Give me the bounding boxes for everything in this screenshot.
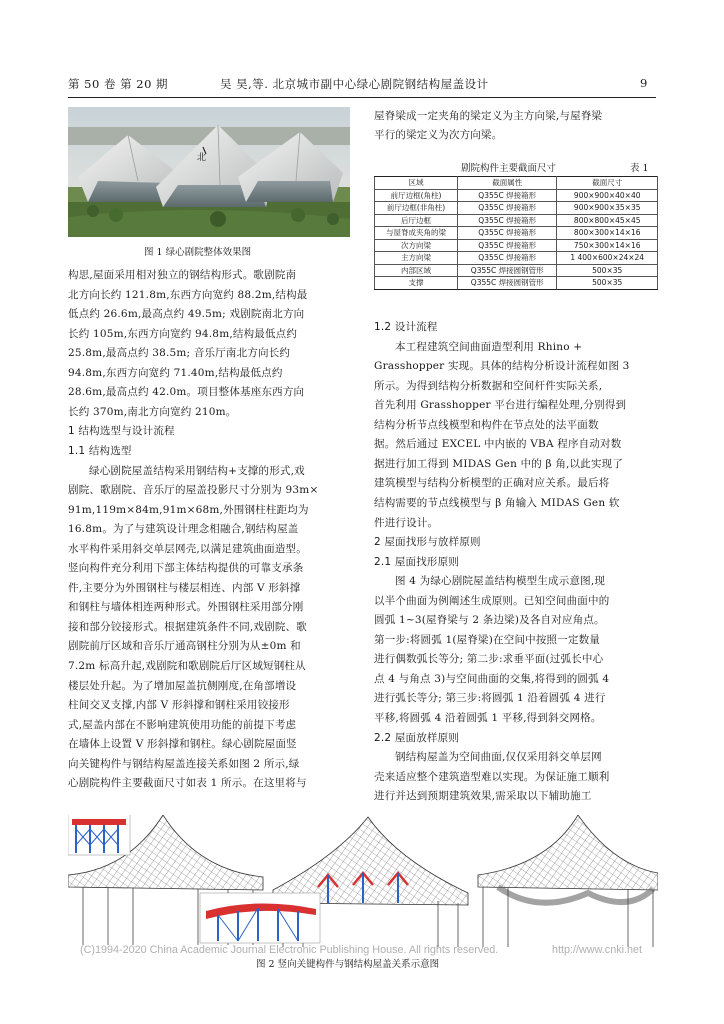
figure1-caption: 图 1 绿心剧院整体效果图 [144, 247, 252, 258]
table-row [375, 277, 658, 290]
table1-title: 剧院构件主要截面尺寸 [461, 163, 557, 174]
paragraph-line: 北方向长约 121.8m,东西方向宽约 88.2m,结构最 [68, 288, 308, 301]
paragraph-line: 进行并达到预期建筑效果,需采取以下辅助施工 [374, 790, 592, 803]
paragraph-line: 91m,119m×84m,91m×68m,外围钢柱柱距均为 [68, 503, 309, 516]
paragraph-line: 壳来适应整个建筑造型难以实现。为保证施工顺利 [374, 770, 610, 783]
paragraph-line: 低点约 26.6m,最高点约 49.5m; 戏剧院南北方向 [68, 308, 305, 321]
table-header: 截面属性 [458, 177, 557, 190]
paragraph-line: 94.8m,东西方向宽约 71.40m,结构最低点约 [68, 366, 283, 379]
paragraph-line: 圆弧 1~3(屋脊梁与 2 条边梁)及各自对应角点。 [374, 614, 605, 627]
paragraph-line: 接和部分铰接形式。根据建筑条件不同,戏剧院、歌 [68, 620, 307, 633]
table-cell: 750×300×14×16 [557, 239, 658, 252]
section-heading: 1 结构选型与设计流程 [68, 425, 175, 438]
table-row [375, 252, 658, 265]
table-cell: 次方向梁 [375, 239, 458, 252]
paragraph-line: 和钢柱与墙体相连两种形式。外围钢柱采用部分刚 [68, 601, 304, 614]
paragraph-line: 构思,屋面采用相对独立的钢结构形式。歌剧院南 [68, 269, 297, 281]
table-row [375, 264, 658, 277]
table-header: 区域 [375, 177, 458, 190]
paragraph-line: 首先利用 Grasshopper 平台进行编程处理,分别得到 [374, 399, 627, 412]
paragraph-line: 以半个曲面为例阐述生成原则。已知空间曲面中的 [374, 594, 610, 607]
table-header: 截面尺寸 [557, 177, 658, 190]
paragraph-line: 剧院、歌剧院、音乐厅的屋盖投影尺寸分别为 93m× [68, 484, 319, 497]
table-cell: Q355C 焊接圆钢管形 [458, 264, 557, 277]
figure2-diagram [68, 815, 658, 950]
cnki-url: http://www.cnki.net [552, 944, 643, 956]
table-cell: 800×300×14×16 [557, 227, 658, 240]
table-cell: 后厅边框 [375, 214, 458, 227]
copyright-watermark: (C)1994-2020 China Academic Journal Electronic Publishing House. All rights reserved. [80, 944, 499, 956]
table-cell: 与屋脊成夹角的梁 [375, 227, 458, 240]
table-cell: 900×900×35×35 [557, 202, 658, 215]
journal-issue: 第 50 卷 第 20 期 [68, 77, 169, 91]
section-heading: 1.2 设计流程 [374, 321, 438, 333]
table1-label: 表 1 [630, 163, 649, 174]
table-cell: Q355C 焊接箱形 [458, 227, 557, 240]
paragraph-line: 钢结构屋盖为空间曲面,仅仅采用斜交单层网 [395, 751, 602, 764]
paragraph-line: 平行的梁定义为次方向梁。 [374, 129, 503, 141]
paragraph-line: 长约 105m,东西方向宽约 94.8m,结构最低点约 [68, 327, 298, 340]
paragraph-line: 25.8m,最高点约 38.5m; 音乐厅南北方向长约 [68, 347, 291, 360]
table-cell: 前厅边框(角柱) [375, 189, 458, 202]
header-rule [68, 97, 656, 98]
paragraph-line: 式,屋盖内部在不影响建筑使用功能的前提下考虑 [68, 718, 297, 731]
table-cell: 800×800×45×45 [557, 214, 658, 227]
table-cell: 900×900×40×40 [557, 189, 658, 202]
table-row [375, 214, 658, 227]
running-title: 吴 昊,等. 北京城市副中心绿心剧院钢结构屋盖设计 [220, 77, 489, 91]
paragraph-line: 据进行加工得到 MIDAS Gen 中的 β 角,以此实现了 [374, 457, 624, 470]
paragraph-line: 第一步:将圆弧 1(屋脊梁)在空间中按照一定数量 [374, 633, 601, 646]
paragraph-line: 竖向构件充分利用下部主体结构提供的可靠支承条 [68, 562, 304, 575]
table-cell: Q355C 焊接箱形 [458, 189, 557, 202]
section-heading: 1.1 结构选型 [68, 444, 132, 457]
paragraph-line: 结构分析节点线模型和构件在节点处的法平面数 [374, 418, 599, 431]
table-cell: Q355C 焊接圆钢管形 [458, 277, 557, 290]
paragraph-line: 进行弧长等分; 第三步:将圆弧 1 沿着圆弧 4 进行 [374, 692, 606, 705]
paragraph-line: 向关键构件与钢结构屋盖连接关系如图 2 所示,绿 [68, 757, 300, 770]
paragraph-line: 件,主要分为外围钢柱与楼层相连、内部 V 形斜撑 [68, 581, 301, 594]
paragraph-line: 据。然后通过 EXCEL 中内嵌的 VBA 程序自动对数 [374, 438, 622, 451]
paragraph-line: 柱间交叉支撑,内部 V 形斜撑和钢柱采用铰接形 [68, 699, 290, 712]
paragraph-line: 点 4 与角点 3)与空间曲面的交集,将得到的圆弧 4 [374, 672, 610, 685]
table-cell: 支撑 [375, 277, 458, 290]
table-cell: Q355C 焊接箱形 [458, 239, 557, 252]
paragraph-line: 7.2m 标高升起,戏剧院和歌剧院后厅区域短钢柱从 [68, 660, 306, 672]
table-row [375, 239, 658, 252]
section-heading: 2.1 屋面找形原则 [374, 555, 460, 568]
paragraph-line: 结构需要的节点线模型与 β 角输入 MIDAS Gen 软 [374, 496, 620, 509]
table-cell: 主方向梁 [375, 252, 458, 265]
table-row [375, 202, 658, 215]
figure1-rendering [68, 107, 350, 237]
table1 [374, 176, 658, 290]
paragraph-line: 在墙体上设置 V 形斜撑和钢柱。绿心剧院屋面竖 [68, 738, 297, 751]
paragraph-line: 16.8m。为了与建筑设计理念相融合,钢结构屋盖 [68, 523, 299, 536]
table-cell: Q355C 焊接箱形 [458, 252, 557, 265]
paragraph-line: 进行偶数弧长等分; 第二步:求垂平面(过弧长中心 [374, 653, 604, 666]
paragraph-line: 屋脊梁成一定夹角的梁定义为主方向梁,与屋脊梁 [374, 110, 603, 122]
table-cell: 500×35 [557, 277, 658, 290]
table-cell: Q355C 焊接箱形 [458, 202, 557, 215]
paragraph-line: 28.6m,最高点约 42.0m。项目整体基座东西方向 [68, 386, 305, 399]
table-row [375, 189, 658, 202]
section-heading: 2.2 屋面放样原则 [374, 731, 460, 744]
paragraph-line: 本工程建筑空间曲面造型利用 Rhino + [395, 340, 583, 353]
paragraph-line: 件进行设计。 [374, 516, 439, 529]
paragraph-line: 剧院前厅区域和音乐厅通高钢柱分别为从±0m 和 [68, 640, 301, 653]
paragraph-line: 图 4 为绿心剧院屋盖结构模型生成示意图,现 [395, 575, 606, 588]
page-number: 9 [640, 76, 648, 90]
paragraph-line: 平移,将圆弧 4 沿着圆弧 1 平移,得到斜交网格。 [374, 712, 602, 724]
table-cell: 500×35 [557, 264, 658, 277]
paragraph-line: 水平构件采用斜交单层网壳,以满足建筑曲面造型。 [68, 542, 307, 555]
section-heading: 2 屋面找形与放样原则 [374, 536, 481, 549]
north-label: 北 [197, 153, 207, 163]
figure2-caption: 图 2 竖向关键构件与钢结构屋盖关系示意图 [256, 959, 440, 970]
table-cell: Q355C 焊接箱形 [458, 214, 557, 227]
paragraph-line: 所示。为得到结构分析数据和空间杆件实际关系, [374, 379, 603, 392]
paragraph-line: 建筑模型与结构分析模型的正确对应关系。最后将 [374, 477, 610, 490]
table-cell: 内部区域 [375, 264, 458, 277]
paragraph-line: 楼层处升起。为了增加屋盖抗侧刚度,在角部增设 [68, 679, 297, 692]
table-row [375, 227, 658, 240]
paragraph-line: Grasshopper 实现。具体的结构分析设计流程如图 3 [374, 360, 630, 373]
paragraph-line: 长约 370m,南北方向宽约 210m。 [68, 405, 237, 418]
table-cell: 1 400×600×24×24 [557, 252, 658, 265]
paragraph-line: 绿心剧院屋盖结构采用钢结构+支撑的形式,戏 [89, 464, 305, 477]
paragraph-line: 心剧院构件主要截面尺寸如表 1 所示。在这里将与 [68, 777, 307, 790]
table-cell: 前厅边框(非角柱) [375, 202, 458, 215]
